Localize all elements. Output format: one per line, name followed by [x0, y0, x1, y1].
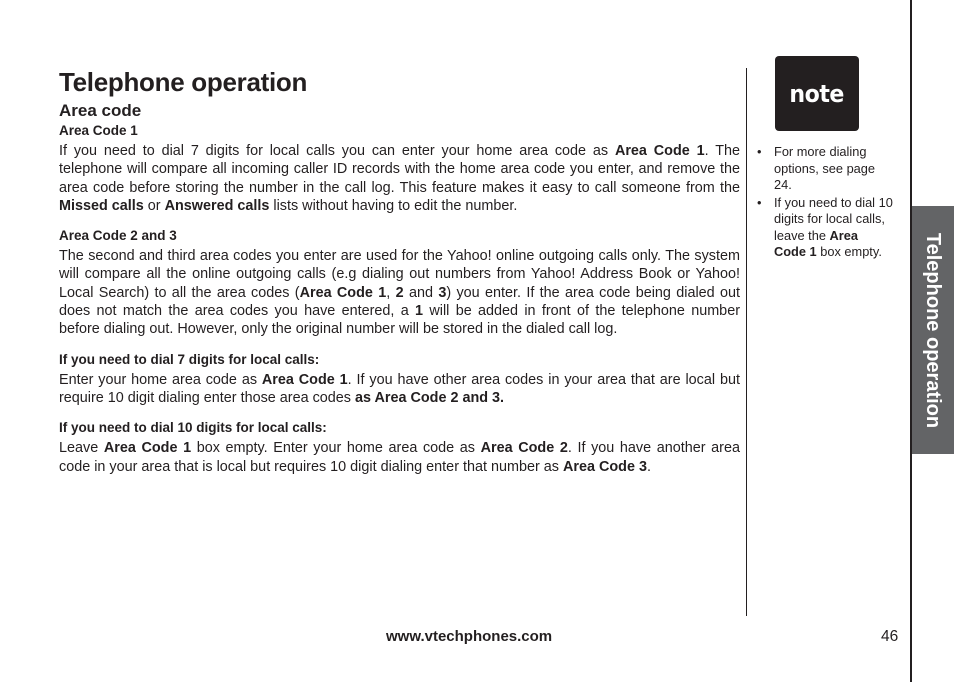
column-divider	[746, 68, 747, 616]
dial-7-paragraph: Enter your home area code as Area Code 1. If you have other area codes in your area that are local but require 10 digit dialing enter those area codes as Area Code 2 and 3.	[59, 371, 740, 406]
dial-7-heading: If you need to dial 7 digits for local calls:	[59, 351, 320, 367]
note-list	[757, 144, 893, 262]
side-tab-label: Telephone operation	[922, 232, 945, 428]
area-code-1-paragraph: If you need to dial 7 digits for local calls you can enter your home area code as Area Code 1. The telephone will compare all incoming caller ID records with the home area code you enter, and remove the area code before storing the number in the call log. This feature makes it easy to call someone from the Missed calls or Answered calls lists without having to edit the number.	[59, 143, 740, 214]
area-code-2-3-paragraph: The second and third area codes you enter are used for the Yahoo! online outgoing calls only. The system will compare all the online outgoing calls (e.g dialing out numbers from Yahoo! Address Book or Yahoo! Local Search) to all the area codes (Area Code 1, 2 and 3) you enter. If the area code being dialed out does not match the area codes you have entered, a 1 will be added in front of the telephone number before dialing out. However, only the original number will be stored in the dialed call log.	[59, 248, 741, 338]
note-badge-icon	[775, 56, 859, 131]
page-title: Telephone operation	[59, 67, 308, 97]
dial-10-paragraph: Leave Area Code 1 box empty. Enter your home area code as Area Code 2. If you have another area code in your area that is local but requires 10 digit dialing enter that number as Area Code 3.	[59, 440, 740, 475]
dial-10-heading: If you need to dial 10 digits for local calls:	[59, 420, 327, 436]
note-item: • For more dialing options, see page 24.	[757, 144, 893, 194]
side-tab	[912, 206, 954, 454]
note-item: • If you need to dial 10 digits for local calls, leave the Area Code 1 box empty.	[757, 195, 893, 261]
main-content	[59, 101, 740, 476]
area-code-2-3-heading: Area Code 2 and 3	[59, 228, 177, 244]
note-badge-label: note	[789, 79, 845, 108]
footer-url: www.vtechphones.com	[386, 628, 553, 645]
section-heading: Area code	[59, 101, 142, 120]
area-code-1-heading: Area Code 1	[59, 123, 138, 138]
page-number: 46	[881, 628, 899, 645]
